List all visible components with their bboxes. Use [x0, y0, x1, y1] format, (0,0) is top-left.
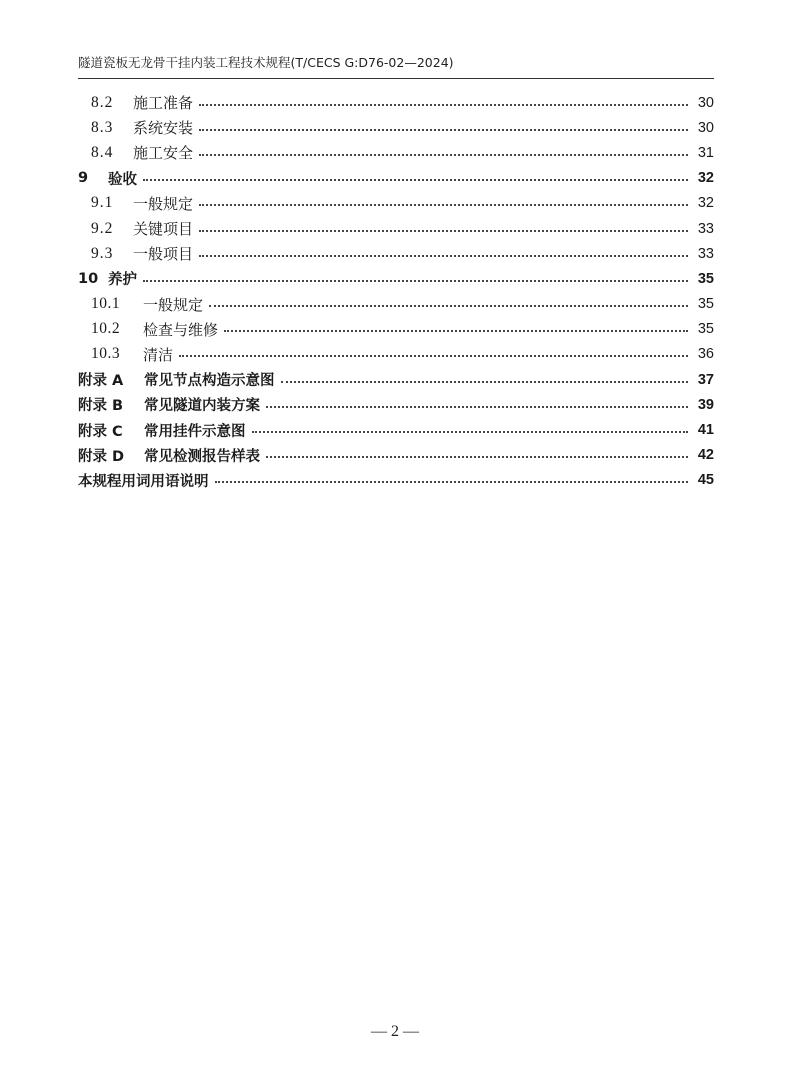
toc-entry-page: 32 [697, 195, 714, 212]
toc-entry-title: 检查与维修 [143, 320, 219, 339]
toc-appendix-title: 常用挂件示意图 [144, 423, 246, 440]
toc-entry-page: 42 [697, 447, 714, 464]
toc-entry-page: 35 [697, 321, 714, 338]
dot-leader [143, 280, 688, 282]
toc-entry-number: 8.2 [91, 93, 114, 111]
dot-leader [179, 355, 688, 357]
toc-entry-number: 8.4 [91, 143, 114, 161]
toc-entry[interactable] [78, 90, 714, 115]
toc-entry[interactable] [78, 140, 714, 165]
dot-leader [199, 204, 688, 206]
toc-entry-page: 33 [697, 245, 714, 262]
toc-entry-title: 清洁 [143, 345, 174, 364]
toc-entry-number: 9.2 [91, 219, 114, 237]
toc-entry[interactable] [78, 216, 714, 241]
toc-entry-page: 39 [697, 396, 714, 413]
toc-appendix[interactable] [78, 367, 714, 392]
toc-entry-page: 33 [697, 220, 714, 237]
toc-entry-title: 一般规定 [133, 194, 194, 213]
toc-entry[interactable] [78, 241, 714, 266]
toc-entry-number: 10.1 [91, 295, 121, 313]
toc-entry[interactable] [78, 115, 714, 140]
dot-leader [199, 255, 688, 257]
toc-entry-page: 41 [697, 422, 714, 439]
toc-entry-number: 9.1 [91, 194, 114, 212]
dot-leader [252, 431, 689, 433]
dot-leader [215, 481, 689, 483]
toc-appendix[interactable] [78, 392, 714, 417]
toc-chapter-number: 9 [78, 170, 89, 187]
dot-leader [281, 381, 689, 383]
toc-appendix-title: 常见隧道内装方案 [144, 398, 260, 415]
toc-entry[interactable] [78, 292, 714, 317]
toc-entry-title: 施工安全 [133, 144, 194, 163]
toc-entry-page: 30 [697, 119, 714, 136]
dot-leader [266, 456, 688, 458]
toc-entry-title: 一般项目 [133, 245, 194, 264]
toc-appendix-label: 附录 D [78, 448, 125, 465]
dot-leader [266, 406, 688, 408]
toc-entry-number: 8.3 [91, 118, 114, 136]
toc-entry-number: 9.3 [91, 244, 114, 262]
toc-entry-page: 35 [697, 270, 714, 287]
dot-leader [199, 104, 688, 106]
toc-entry-page: 35 [697, 296, 714, 313]
toc-entry[interactable] [78, 191, 714, 216]
toc-appendix[interactable] [78, 417, 714, 442]
toc-entry-page: 32 [697, 170, 714, 187]
toc-appendix-label: 附录 B [78, 398, 124, 415]
table-of-contents [78, 90, 714, 493]
dot-leader [199, 129, 688, 131]
toc-entry[interactable] [78, 317, 714, 342]
toc-chapter-title: 验收 [108, 171, 137, 188]
toc-appendix-label: 附录 A [78, 373, 124, 390]
toc-explanation[interactable] [78, 468, 714, 493]
toc-entry-number: 10.2 [91, 320, 121, 338]
toc-entry-title: 施工准备 [133, 94, 194, 113]
toc-entry-page: 30 [697, 94, 714, 111]
toc-chapter[interactable] [78, 166, 714, 191]
running-header: 隧道瓷板无龙骨干挂内装工程技术规程(T/CECS G:D76-02—2024) [78, 52, 714, 79]
toc-entry-title: 系统安装 [133, 119, 194, 138]
toc-entry-page: 36 [697, 346, 714, 363]
toc-appendix-title: 常见节点构造示意图 [144, 373, 275, 390]
toc-appendix[interactable] [78, 443, 714, 468]
toc-chapter[interactable] [78, 266, 714, 291]
toc-entry-title: 关键项目 [133, 220, 194, 239]
toc-entry[interactable] [78, 342, 714, 367]
toc-entry-page: 37 [697, 371, 714, 388]
dot-leader [224, 330, 688, 332]
toc-entry-title: 一般规定 [143, 295, 204, 314]
toc-chapter-title: 养护 [108, 272, 137, 289]
toc-appendix-title: 常见检测报告样表 [144, 448, 260, 465]
dot-leader [199, 154, 688, 156]
dot-leader [209, 305, 688, 307]
toc-explanation-title: 本规程用词用语说明 [78, 473, 209, 490]
toc-entry-page: 31 [697, 144, 714, 161]
dot-leader [199, 230, 688, 232]
page-number: — 2 — [371, 1023, 419, 1040]
toc-appendix-label: 附录 C [78, 423, 123, 440]
toc-chapter-number: 10 [78, 270, 99, 287]
dot-leader [143, 179, 688, 181]
toc-entry-page: 45 [697, 472, 714, 489]
toc-entry-number: 10.3 [91, 345, 121, 363]
